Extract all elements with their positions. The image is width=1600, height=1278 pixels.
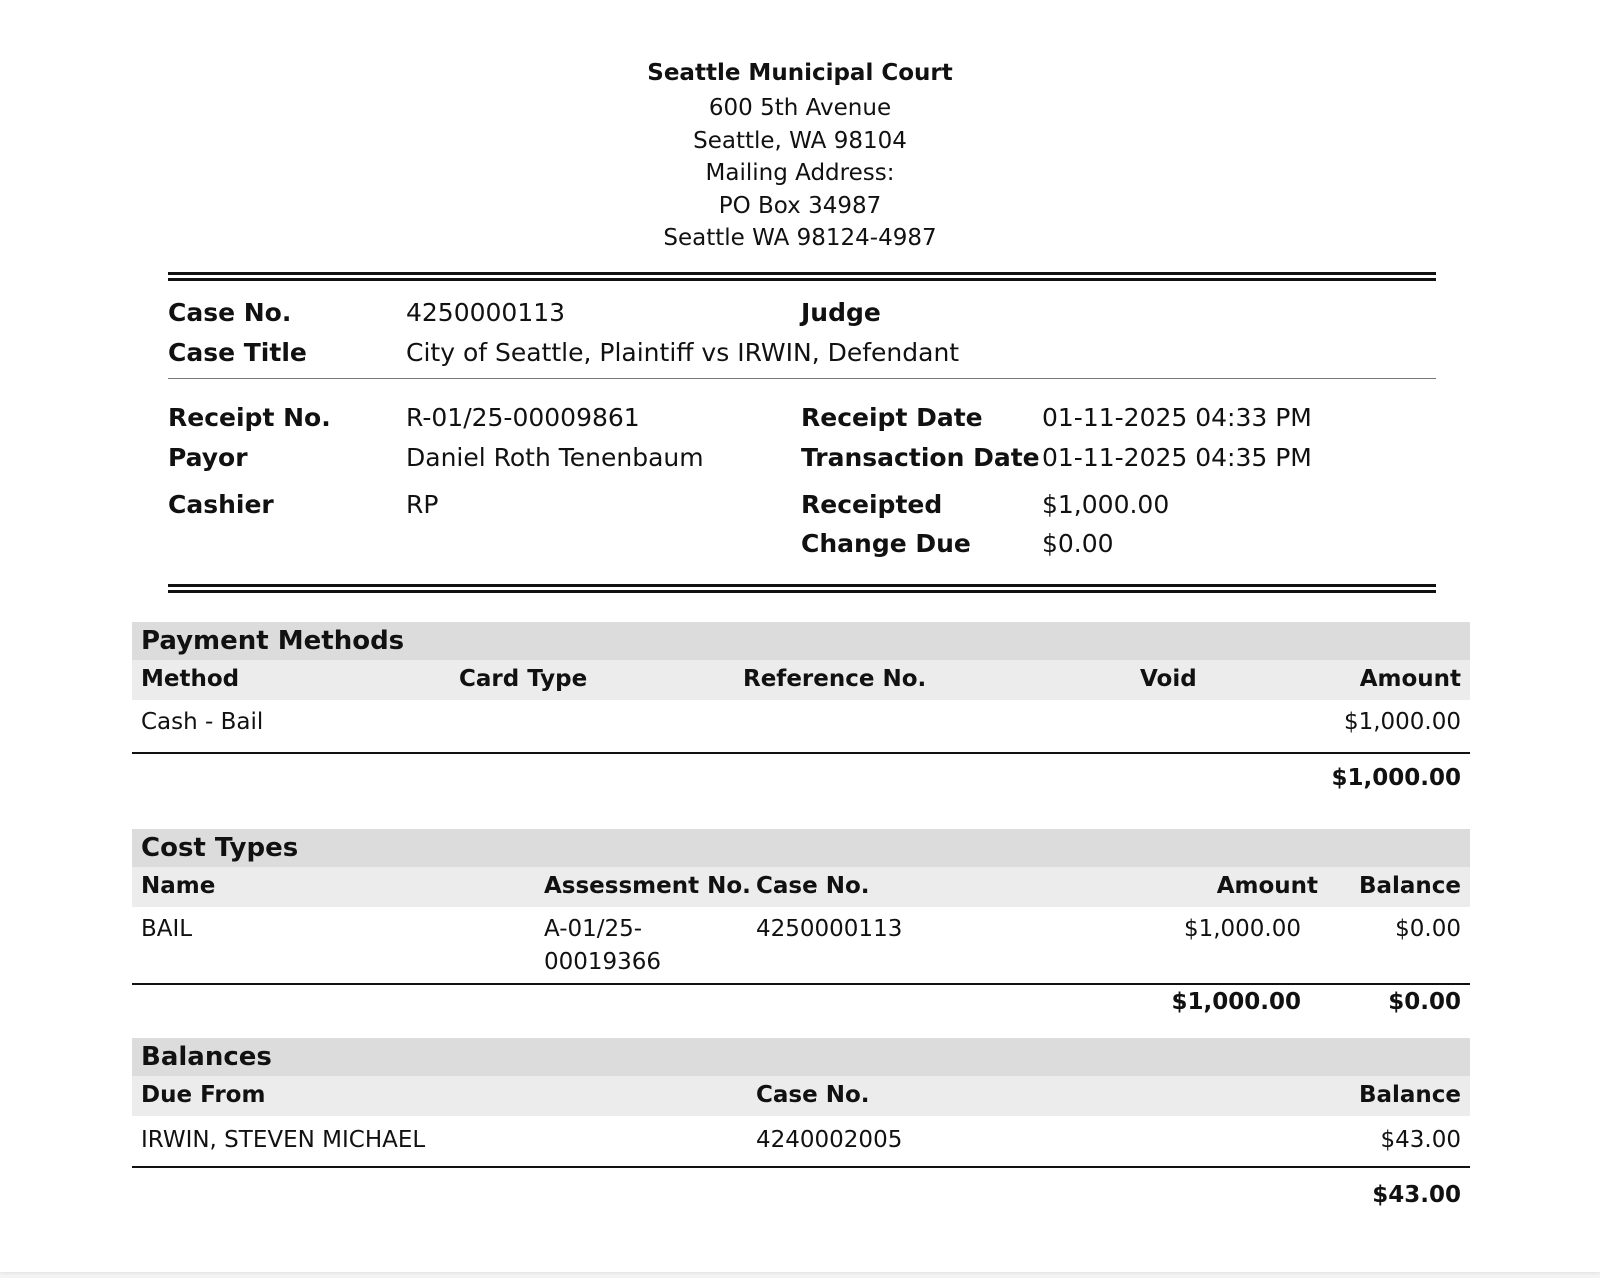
- col-void: Void: [1140, 666, 1197, 692]
- cost-amount-cell: $1,000.00: [1183, 916, 1301, 942]
- receipt-date-label: Receipt Date: [801, 403, 983, 432]
- cost-types-section: [132, 829, 1470, 867]
- col-balance: Balance: [1358, 1082, 1461, 1108]
- header-double-rule: [168, 272, 1436, 281]
- mailing-address-label: Mailing Address:: [705, 160, 895, 186]
- receipt-no-value: R-01/25-00009861: [406, 403, 640, 432]
- cost-balance-cell: $0.00: [1395, 916, 1461, 942]
- case-title-value: City of Seattle, Plaintiff vs IRWIN, Defendant: [406, 338, 960, 367]
- case-no-label: Case No.: [168, 298, 292, 327]
- payment-methods-header: [132, 660, 1470, 700]
- cost-types-title: Cost Types: [141, 833, 299, 863]
- col-amount: Amount: [1359, 666, 1461, 692]
- change-due-label: Change Due: [801, 529, 971, 558]
- col-assessment-no: Assessment No.: [544, 873, 751, 899]
- receipted-label: Receipted: [801, 490, 943, 519]
- mailing-address-line2: Seattle WA 98124-4987: [663, 225, 937, 251]
- col-reference-no: Reference No.: [743, 666, 927, 692]
- cashier-value: RP: [406, 490, 439, 519]
- receipt-no-label: Receipt No.: [168, 403, 331, 432]
- payment-methods-rule: [132, 752, 1470, 754]
- cost-types-rule: [132, 983, 1470, 985]
- cashier-label: Cashier: [168, 490, 274, 519]
- payment-methods-section: [132, 622, 1470, 660]
- receipt-date-value: 01-11-2025 04:33 PM: [1042, 403, 1312, 432]
- balance-cell: $43.00: [1380, 1127, 1461, 1153]
- receipted-value: $1,000.00: [1042, 490, 1170, 519]
- col-case-no: Case No.: [756, 873, 870, 899]
- due-from-cell: IRWIN, STEVEN MICHAEL: [141, 1127, 426, 1153]
- payment-methods-title: Payment Methods: [141, 626, 405, 656]
- case-title-label: Case Title: [168, 338, 307, 367]
- receipt-double-rule: [168, 584, 1436, 593]
- payor-label: Payor: [168, 443, 248, 472]
- transaction-date-label: Transaction Date: [801, 443, 1040, 472]
- cost-name-cell: BAIL: [141, 916, 193, 942]
- balance-case-no-cell: 4240002005: [756, 1127, 903, 1153]
- balances-header: [132, 1076, 1470, 1116]
- balances-title: Balances: [141, 1042, 272, 1072]
- col-case-no: Case No.: [756, 1082, 870, 1108]
- cost-case-no-cell: 4250000113: [756, 916, 903, 942]
- payment-methods-total: $1,000.00: [1331, 765, 1461, 791]
- col-amount: Amount: [1216, 873, 1318, 899]
- balances-total: $43.00: [1372, 1182, 1461, 1208]
- payment-method-cell: Cash - Bail: [141, 709, 264, 735]
- case-no-value: 4250000113: [406, 298, 566, 327]
- transaction-date-value: 01-11-2025 04:35 PM: [1042, 443, 1312, 472]
- payor-value: Daniel Roth Tenenbaum: [406, 443, 704, 472]
- col-method: Method: [141, 666, 240, 692]
- col-due-from: Due From: [141, 1082, 266, 1108]
- assessment-no-line2: 00019366: [544, 949, 662, 975]
- cost-types-total-balance: $0.00: [1388, 989, 1461, 1015]
- col-balance: Balance: [1358, 873, 1461, 899]
- balances-rule: [132, 1166, 1470, 1168]
- mailing-address-line1: PO Box 34987: [718, 192, 882, 219]
- judge-label: Judge: [801, 298, 881, 327]
- cost-types-total-amount: $1,000.00: [1171, 989, 1301, 1015]
- court-address-line1: 600 5th Avenue: [708, 95, 892, 121]
- cost-types-header: [132, 867, 1470, 907]
- court-name: Seattle Municipal Court: [647, 60, 953, 86]
- balances-section: [132, 1038, 1470, 1076]
- case-divider: [168, 378, 1436, 379]
- change-due-value: $0.00: [1042, 529, 1114, 558]
- assessment-no-line1: A-01/25-: [544, 916, 643, 942]
- court-address-line2: Seattle, WA 98104: [693, 127, 907, 154]
- col-name: Name: [141, 873, 216, 899]
- court-header: [0, 54, 1600, 255]
- col-card-type: Card Type: [459, 666, 588, 692]
- payment-amount-cell: $1,000.00: [1343, 709, 1461, 735]
